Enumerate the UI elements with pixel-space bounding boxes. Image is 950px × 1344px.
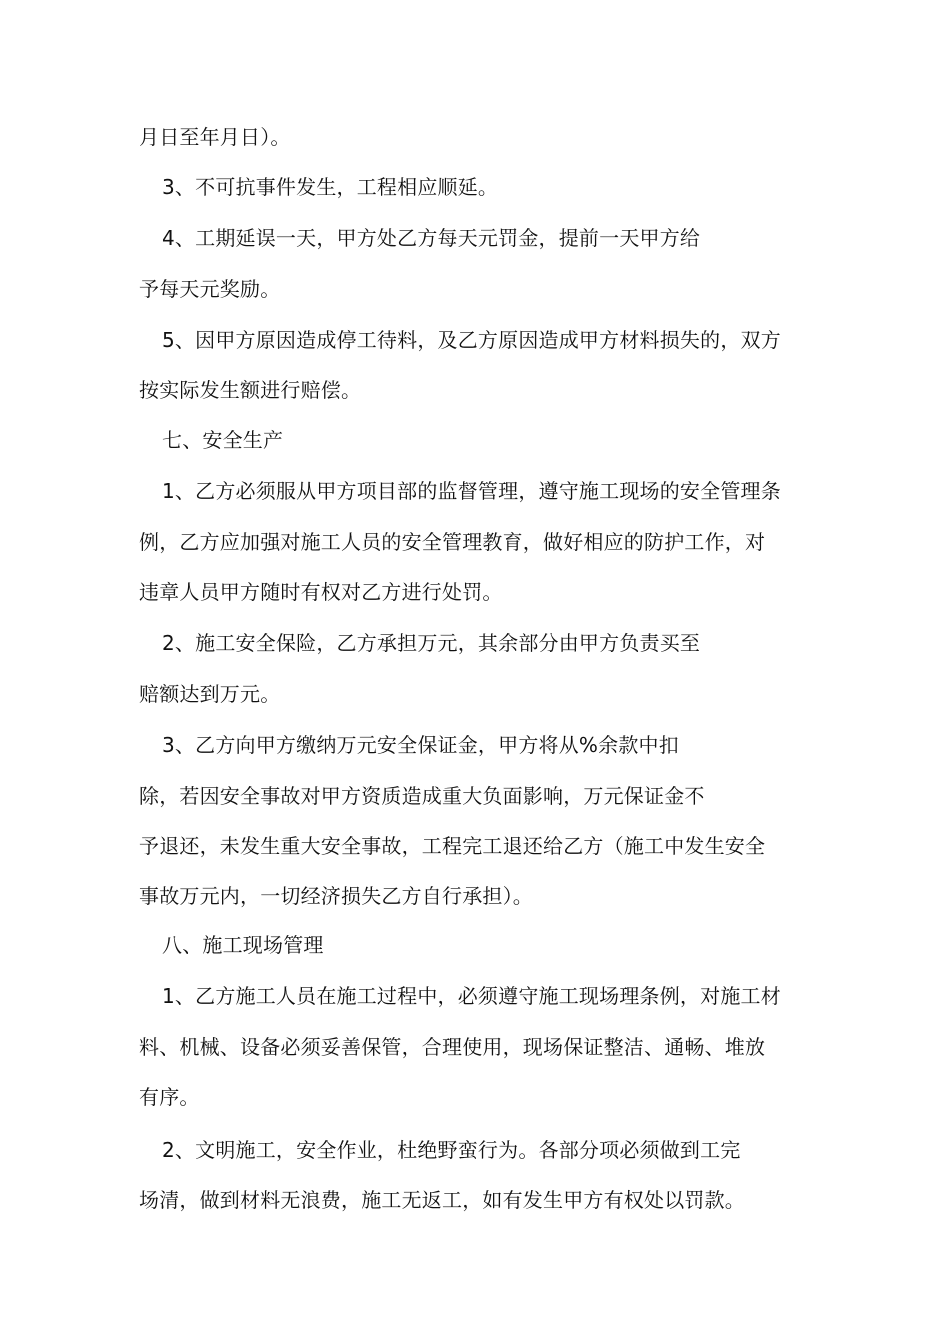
text-line-3: 4、工期延误一天，甲方处乙方每天元罚金，提前一天甲方给 (162, 226, 701, 250)
text-line-9: 例，乙方应加强对施工人员的安全管理教育，做好相应的防护工作，对 (139, 530, 766, 554)
text-line-15: 予退还，未发生重大安全事故，工程完工退还给乙方（施工中发生安全 (139, 834, 766, 858)
text-line-13: 3、乙方向甲方缴纳万元安全保证金，甲方将从%余款中扣 (162, 733, 679, 757)
section-heading-8: 八、施工现场管理 (162, 933, 324, 957)
section-heading-7: 七、安全生产 (162, 428, 284, 452)
text-line-21: 2、文明施工，安全作业，杜绝野蛮行为。各部分项必须做到工完 (162, 1138, 741, 1162)
text-line-22: 场清，做到材料无浪费，施工无返工，如有发生甲方有权处以罚款。 (139, 1188, 745, 1212)
text-line-14: 除，若因安全事故对甲方资质造成重大负面影响，万元保证金不 (139, 784, 705, 808)
text-line-4: 予每天元奖励。 (139, 277, 281, 301)
text-line-1: 月日至年月日）。 (139, 125, 291, 149)
text-line-12: 赔额达到万元。 (139, 682, 281, 706)
text-line-19: 料、机械、设备必须妥善保管，合理使用，现场保证整洁、通畅、堆放 (139, 1035, 766, 1059)
text-line-5: 5、因甲方原因造成停工待料，及乙方原因造成甲方材料损失的，双方 (162, 328, 781, 352)
text-line-20: 有序。 (139, 1085, 200, 1109)
text-line-6: 按实际发生额进行赔偿。 (139, 378, 362, 402)
text-line-2: 3、不可抗事件发生，工程相应顺延。 (162, 175, 499, 199)
text-line-11: 2、施工安全保险，乙方承担万元，其余部分由甲方负责买至 (162, 631, 701, 655)
text-line-18: 1、乙方施工人员在施工过程中，必须遵守施工现场理条例，对施工材 (162, 984, 781, 1008)
text-line-8: 1、乙方必须服从甲方项目部的监督管理，遵守施工现场的安全管理条 (162, 479, 781, 503)
text-line-16: 事故万元内，一切经济损失乙方自行承担）。 (139, 884, 533, 908)
text-line-10: 违章人员甲方随时有权对乙方进行处罚。 (139, 580, 503, 604)
